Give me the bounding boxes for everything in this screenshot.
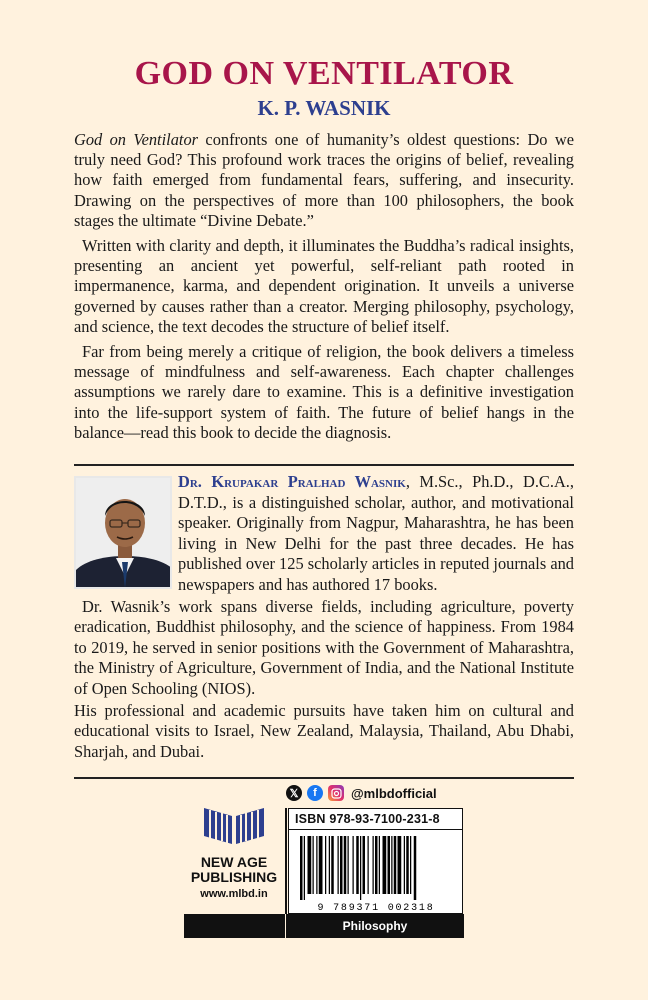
barcode-bar (375, 836, 378, 894)
barcode-bar (308, 836, 312, 894)
x-icon[interactable]: 𝕏 (286, 785, 302, 801)
barcode-bar (410, 836, 411, 894)
blurb-paragraph-1 (74, 130, 574, 231)
blurb-paragraph-2: Written with clarity and depth, it illuminates the Buddha’s radical insights, presenting an ancient yet powerful, self-reliant path rooted in impermanence, karma, and dependent origination. It unveils a universe governed by causes rather than a creator. Merging philosophy, psychology, and science, the text decodes the structure of belief itself. (74, 236, 574, 336)
barcode-bar (391, 836, 392, 894)
barcode-bar (398, 836, 402, 894)
instagram-icon[interactable] (328, 785, 344, 801)
barcode-bar (394, 836, 397, 894)
barcode-bar (329, 836, 330, 894)
author-portrait-image (76, 478, 172, 589)
blurb-title-italic: God on Ventilator (74, 130, 199, 149)
open-book-icon (184, 800, 284, 846)
book-author: K. P. WASNIK (257, 96, 391, 120)
barcode-bar (304, 836, 305, 900)
bio-paragraph-2: Dr. Wasnik’s work spans diverse fields, including agriculture, poverty eradication, Buddhist philosophy, and the science of happiness. From 1984 to 2019, he served in senior positions with the Government of Maharashtra, the Ministry of Agriculture, Government of India, and the National Institute of Open Schooling (NIOS). (74, 596, 574, 698)
publisher-logo (184, 800, 284, 915)
barcode-bar (406, 836, 409, 894)
barcode-bar (316, 836, 317, 894)
publisher-name-line2: PUBLISHING (190, 869, 278, 885)
barcode-bar (338, 836, 339, 894)
blurb (74, 130, 574, 448)
book-title: GOD ON VENTILATOR (134, 55, 514, 92)
category-label: Philosophy (342, 919, 408, 933)
social-handle[interactable]: @mlbdofficial (351, 785, 437, 801)
isbn-label: ISBN 978-93-7100-231-8 (289, 809, 462, 830)
barcode-bar (331, 836, 334, 894)
barcode-bar (340, 836, 343, 894)
author-bio (74, 472, 574, 763)
barcode-bar (348, 836, 349, 894)
barcode-bar (356, 836, 359, 894)
barcode-bar (373, 836, 374, 894)
barcode-bar (360, 836, 361, 900)
barcode-bar (379, 836, 380, 894)
category-bar (184, 914, 464, 938)
divider-bottom (74, 777, 574, 779)
publisher-url[interactable]: www.mlbd.in (200, 888, 268, 900)
barcode-bar (368, 836, 369, 894)
facebook-icon[interactable]: f (307, 785, 323, 801)
barcode (296, 834, 456, 912)
barcode-digits: 9 789371 002318 (317, 903, 435, 912)
barcode-bar (313, 836, 314, 894)
author-photo (74, 476, 172, 589)
bio-paragraph-3: His professional and academic pursuits have taken him on cultural and educational visits to Israel, New Zealand, Malaysia, Thailand, Abu Dhabi, Sharjah, and Dubai. (74, 700, 574, 761)
bio-author-name: Dr. Krupakar Pralhad Wasnik (178, 472, 406, 491)
divider-top (74, 464, 574, 466)
publisher-name-line1: NEW AGE (200, 854, 268, 870)
barcode-bar (353, 836, 354, 894)
barcode-bar (319, 836, 323, 894)
blurb-p1-text: confronts one of humanity’s oldest questions: Do we truly need God? This profound work traces the origins of belief, revealing how faith emerged from fundamental fears, suffering, and insecurity. Drawing on the perspectives of more than 100 philosophers, the book stages the ultimate “Divine Debate.” (74, 130, 574, 230)
barcode-bar (383, 836, 387, 894)
barcode-bar (388, 836, 391, 894)
barcode-bar (363, 836, 366, 894)
barcode-bar (300, 836, 303, 900)
bio-p1-text: , M.Sc., Ph.D., D.C.A., D.T.D., is a distinguished scholar, author, and motivational speaker. Originally from Nagpur, Maharashtra, he has been living in New Delhi for the past three decades. He has published over 125 scholarly articles in reputed journals and newspapers and has authored 17 books. (178, 472, 575, 594)
barcode-bar (414, 836, 417, 900)
barcode-bar (404, 836, 405, 894)
blurb-paragraph-3: Far from being merely a critique of religion, the book delivers a timeless message of mindfulness and self-awareness. Each chapter challenges assumptions we rarely dare to examine. This is a definitive investigation into the life-support system of faith. The future of belief hangs in the balance—read this book to decide the diagnosis. (74, 342, 574, 442)
isbn-barcode-box (288, 808, 463, 914)
social-links (286, 783, 437, 803)
barcode-bar (325, 836, 326, 894)
barcode-bar (344, 836, 347, 894)
